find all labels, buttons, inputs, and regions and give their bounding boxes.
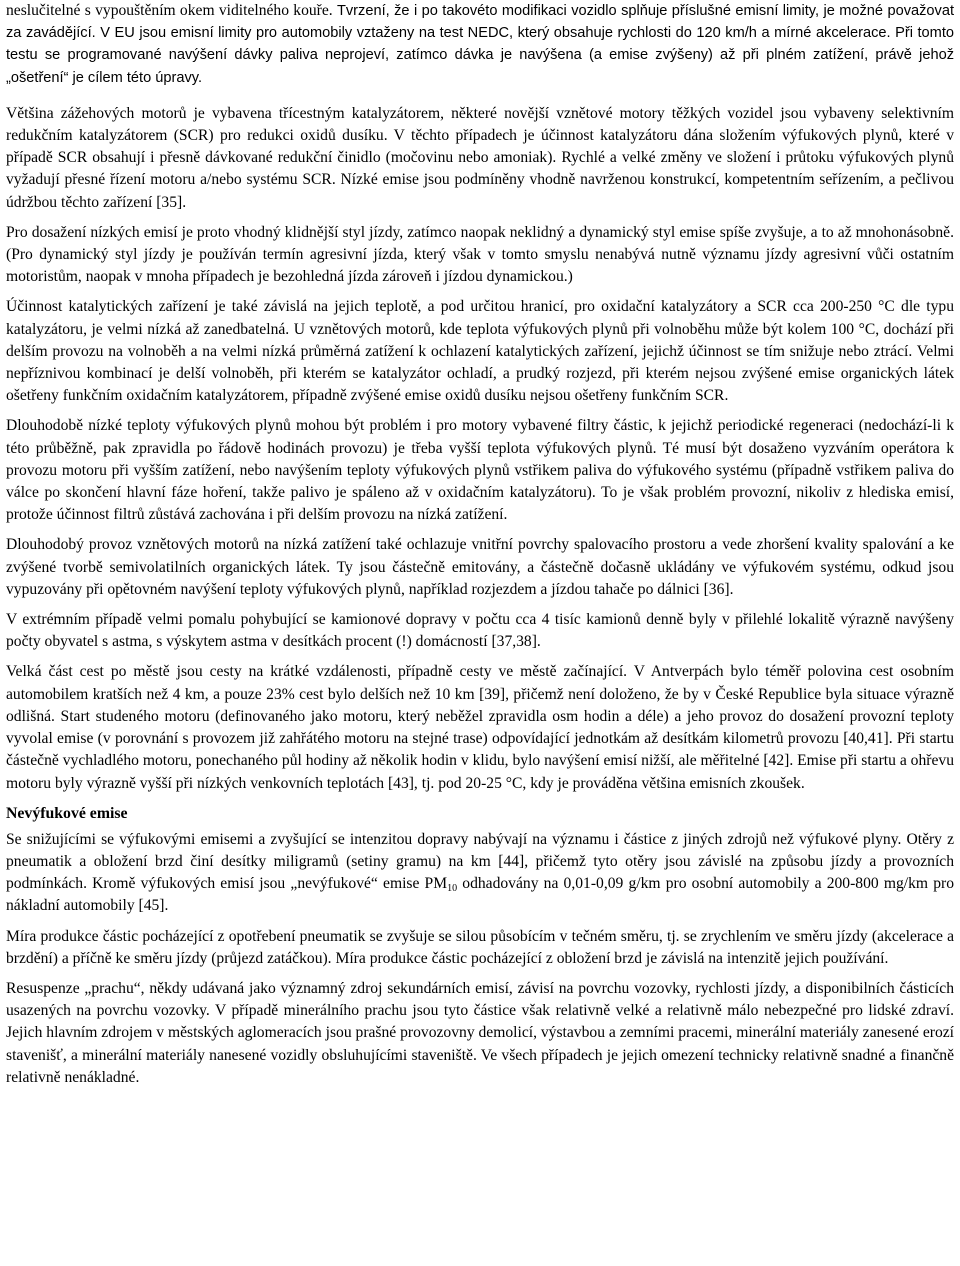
paragraph-10: Míra produkce částic pocházející z opotřebení pneumatik se zvyšuje se silou působícím v tečném směru, tj. se zrychlením ve směru jízdy (akcelerace a brzdění) a příčně ke směru jízdy (průjezd zatáčkou). Míra produkce částic pocházející z obložení brzd je závislá na intenzitě jejich používání. — [6, 927, 954, 967]
paragraph-5: Dlouhodobě nízké teploty výfukových plynů mohou být problém i pro motory vybavené filtry částic, k jejichž periodické regeneraci (nedochází-li k této průběžně, pak zpravidla po řádově hodinách provozu) je třeba vyšší teplota výfukových plynů. Té musí být dosaženo vyzváním operátora k provozu motoru při vyšším zatížení, nebo navýšením teploty výfukových plynů vstřikem paliva do výfukového systému (případně vstřikem paliva do válce po skončení hlavní fáze hoření, takže palivo je spáleno až v oxidačním katalyzátoru). To je však problém provozní, nikoliv z hlediska emisí, protože účinnost filtrů zůstává zachována i při delším provozu na nízká zatížení. — [6, 417, 954, 524]
paragraph-1-sentence-a: neslučitelné s vypouštěním okem viditelného kouře. — [6, 2, 337, 19]
pm-subscript: 10 — [447, 883, 458, 895]
paragraph-1-sentence-d: Při tomto testu se programované navýšení dávky paliva neprojeví, zatímco dávka je navýšena (a emise zvýšeny) až při plném zatížení, právě jehož „ošetření“ je cílem této úpravy. — [6, 25, 954, 86]
paragraph-9 — [6, 829, 954, 918]
paragraph-2: Většina zážehových motorů je vybavena třícestným katalyzátorem, některé novější vznětové motory těžkých vozidel jsou vybaveny selektivním redukčním katalyzátorem (SCR) pro redukci oxidů dusíku. V těchto případech je účinnost katalyzátoru dána složením výfukových plynů, které v případě SCR obsahují i přesně dávkované redukční činidlo (močovinu nebo amoniak). Rychlé a velké změny ve složení i průtoku výfukových plynů vyžadují přesné řízení motoru a/nebo systému SCR. Nízké emise jsou podmíněny vhodně navrženou konstrukcí, kompetentním seřízením, a pečlivou údržbou těchto zařízení [35]. — [6, 104, 954, 211]
paragraph-9-text-a: Se snižujícími se výfukovými emisemi a zvyšující se intenzitou dopravy nabývají na významu i částice z jiných zdrojů než výfukové plyny. Otěry z pneumatik a obložení brzd činí desítky miligramů (setiny gramu) na km [44], přičemž tyto otěry jsou závislé na způsobu jízdy a provozních podmínkách. Kromě výfukových emisí jsou „nevýfukové“ emise PM — [6, 830, 954, 893]
paragraph-9-text-b: odhadovány na 0,01-0,09 g/km pro osobní automobily a 200-800 mg/km pro nákladní automobily [45]. — [6, 875, 954, 915]
paragraph-4: Účinnost katalytických zařízení je také závislá na jejich teplotě, a pod určitou hranicí, pro oxidační katalyzátory a SCR cca 200-250 °C dle typu katalyzátoru, je velmi nízká až zanedbatelná. U vznětových motorů, kde teplota výfukových plynů při volnoběhu může být kolem 100 °C, dochází při delším provozu na volnoběh a na velmi nízká průměrná zatížení k ochlazení katalytických zařízení, jejichž účinnost se tím snižuje nebo ztrácí. Velmi nepříznivou kombinací je delší volnoběh, při kterém se katalyzátor ochladí, a prudký rozjezd, při kterém nejsou zvýšené emise organických látek ošetřeny funkčním oxidačním katalyzátorem, případně zvýšené emise oxidů dusíku nejsou ošetřeny funkčním SCR. — [6, 298, 954, 405]
paragraph-6: Dlouhodobý provoz vznětových motorů na nízká zatížení také ochlazuje vnitřní povrchy spalovacího prostoru a vede zhoršení kvality spalování a ke zvýšené tvorbě semivolatilních organických látek. Ty jsou částečně emitovány, a částečně dočasně ukládány ve výfukovém systému, odkud jsou vypuzovány při opětovném navýšení teploty výfukových plynů, například rozjezdem a jízdou tahače po dálnici [36]. — [6, 536, 954, 598]
paragraph-1-sentence-c: V EU jsou emisní limity pro automobily vztaženy na test NEDC, který obsahuje rychlosti do 120 km/h a mírné akcelerace. — [100, 25, 896, 42]
paragraph-1 — [6, 0, 954, 89]
paragraph-11: Resuspenze „prachu“, někdy udávaná jako významný zdroj sekundárních emisí, závisí na povrchu vozovky, rychlosti jízdy, a disponibilních částicích usazených na povrchu vozovky. V případě minerálního prachu jsou tyto částice však relativně velké a relativně málo nebezpečné pro lidské zdraví. Jejich hlavním zdrojem v městských aglomeracích jsou prašné provozovny demolicí, výstavbou a zemními pracemi, minerální materiály zanesené erozí stavenišť, a minerální materiály nanesené vozidly obsluhujícími staveniště. Ve všech případech je jejich omezení technicky relativně snadné a finančně relativně nenákladné. — [6, 979, 954, 1086]
paragraph-1-sentence-b: Tvrzení, že i po takovéto modifikaci vozidlo splňuje příslušné emisní limity, je možné považovat za zavádějící. — [6, 3, 955, 42]
document-page — [6, 0, 954, 1097]
paragraph-3: Pro dosažení nízkých emisí je proto vhodný klidnější styl jízdy, zatímco naopak neklidný a dynamický styl emise spíše zvyšuje, a to až mnohonásobně. (Pro dynamický styl jízdy je používán termín agresivní jízda, který však v tomto smyslu nenabývá nutně významu jízdy agresivní vůči ostatním motoristům, naopak v mnoha případech je bezohledná jízda zároveň i jízdou dynamickou.) — [6, 223, 954, 286]
paragraph-8: Velká část cest po městě jsou cesty na krátké vzdálenosti, případně cesty ve městě začínající. V Antverpách bylo téměř polovina cest osobním automobilem kratších než 4 km, a pouze 23% cest bylo delších než 10 km [39], přičemž není doloženo, že by v České Republice byla situace výrazně odlišná. Start studeného motoru (definovaného jako motoru, který neběžel zpravidla osm hodin a déle) a jeho provoz do dosažení provozní teploty vyvolal emise (v porovnání s provozem již zahřátého motoru na stejné trase) odpovídající jednotkám až desítkám kilometrů provozu [40,41]. Při startu částečně vychladlého motoru, ponechaného půl hodiny až několik hodin v klidu, bylo navýšení emisí nižší, ale měřitelné [42]. Emise při startu a ohřevu motoru byly výrazně vyšší při nízkých venkovních teplotách [43], tj. pod 20-25 °C, kdy je prováděna většina emisních zkoušek. — [6, 663, 954, 792]
section-heading: Nevýfukové emise — [6, 804, 128, 822]
paragraph-7: V extrémním případě velmi pomalu pohybující se kamionové dopravy v počtu cca 4 tisíc kamionů denně byly v přilehlé lokalitě výrazně navýšeny počty obyvatel s astma, s výskytem astma v desítkách procent (!) domácností [37,38]. — [6, 611, 954, 651]
